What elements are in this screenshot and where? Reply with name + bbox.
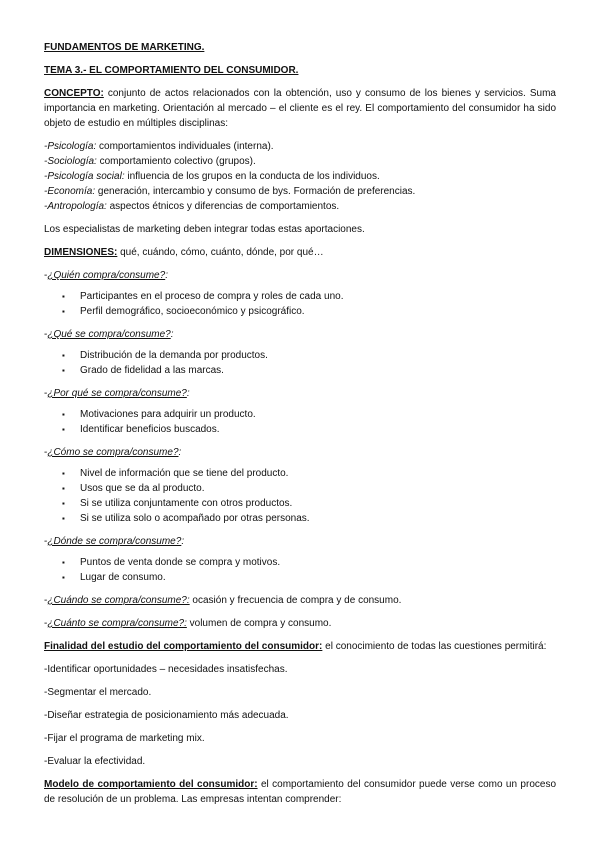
question-text: volumen de compra y consumo. xyxy=(186,618,332,629)
goal-item: -Identificar oportunidades – necesidades insatisfechas. xyxy=(44,664,288,675)
question-list xyxy=(44,348,556,378)
discipline-item xyxy=(44,154,556,169)
discipline-name: -Psicología: xyxy=(44,141,97,152)
list-item: ▪ Lugar de consumo. xyxy=(44,570,556,585)
question-list xyxy=(44,466,556,526)
question-list xyxy=(44,289,556,319)
specialists-text: Los especialistas de marketing deben integrar todas estas aportaciones. xyxy=(44,224,365,235)
question-suffix: : xyxy=(186,388,190,399)
discipline-item xyxy=(44,184,556,199)
question-prefix: - xyxy=(44,595,48,606)
question-heading xyxy=(44,534,556,549)
concepto-label: CONCEPTO: xyxy=(44,88,104,99)
question-prefix: - xyxy=(44,536,48,547)
question-prefix: - xyxy=(44,447,48,458)
question-inline xyxy=(44,616,556,631)
discipline-item xyxy=(44,139,556,154)
question-prefix: - xyxy=(44,618,48,629)
list-item: ▪ Si se utiliza solo o acompañado por otras personas. xyxy=(44,511,556,526)
list-item: ▪ Identificar beneficios buscados. xyxy=(44,422,556,437)
finalidad-label: Finalidad del estudio del comportamiento del consumidor: xyxy=(44,641,323,652)
document-title: FUNDAMENTOS DE MARKETING. xyxy=(44,42,205,53)
list-item: ▪ Si se utiliza conjuntamente con otros productos. xyxy=(44,496,556,511)
question-heading xyxy=(44,327,556,342)
question-label: ¿Cuándo se compra/consume?: xyxy=(47,595,190,606)
discipline-name: -Psicología social: xyxy=(44,171,125,182)
question-text: ocasión y frecuencia de compra y de consumo. xyxy=(189,595,402,606)
goal-item: -Segmentar el mercado. xyxy=(44,687,152,698)
discipline-desc: comportamiento colectivo (grupos). xyxy=(96,156,256,167)
question-suffix: : xyxy=(170,329,174,340)
question-inline xyxy=(44,593,556,608)
discipline-desc: influencia de los grupos en la conducta de los individuos. xyxy=(124,171,380,182)
question-prefix: - xyxy=(44,388,48,399)
discipline-desc: generación, intercambio y consumo de bys. Formación de preferencias. xyxy=(95,186,416,197)
question-heading xyxy=(44,268,556,283)
question-label: ¿Cuánto se compra/consume?: xyxy=(47,618,187,629)
modelo-label: Modelo de comportamiento del consumidor: xyxy=(44,779,258,790)
question-list xyxy=(44,407,556,437)
dimensiones-label: DIMENSIONES: xyxy=(44,247,118,258)
discipline-item xyxy=(44,169,556,184)
list-item: ▪ Grado de fidelidad a las marcas. xyxy=(44,363,556,378)
discipline-desc: aspectos étnicos y diferencias de comportamientos. xyxy=(106,201,340,212)
modelo-text: el comportamiento del consumidor puede verse como un proceso de resolución de un problema. Las empresas intentan comprender: xyxy=(44,779,557,805)
goal-item: -Diseñar estrategia de posicionamiento más adecuada. xyxy=(44,710,289,721)
dimensiones-text: qué, cuándo, cómo, cuánto, dónde, por qué… xyxy=(117,247,324,258)
finalidad-text: el conocimiento de todas las cuestiones permitirá: xyxy=(322,641,547,652)
question-suffix: : xyxy=(165,270,168,281)
document-page xyxy=(44,40,556,807)
goal-item: -Fijar el programa de marketing mix. xyxy=(44,733,205,744)
concepto-text: conjunto de actos relacionados con la obtención, uso y consumo de los bienes y servicios. Suma importancia en marketing. Orientación al mercado – el cliente es el rey. El comportamiento del consumidor ha sido objeto de estudio en múltiples disciplinas: xyxy=(44,88,556,129)
list-item: ▪ Participantes en el proceso de compra y roles de cada uno. xyxy=(44,289,556,304)
question-prefix: - xyxy=(44,270,48,281)
discipline-item xyxy=(44,199,556,214)
question-suffix: : xyxy=(178,447,182,458)
question-prefix: - xyxy=(44,329,48,340)
question-suffix: : xyxy=(181,536,185,547)
question-label: ¿Dónde se compra/consume? xyxy=(47,536,182,547)
discipline-name: -Economía: xyxy=(44,186,96,197)
discipline-name: -Antropología: xyxy=(44,201,107,212)
dimensiones-paragraph xyxy=(44,245,556,260)
question-list xyxy=(44,555,556,585)
list-item: ▪ Perfil demográfico, socioeconómico y psicográfico. xyxy=(44,304,556,319)
question-label: ¿Por qué se compra/consume? xyxy=(47,388,187,399)
concepto-paragraph xyxy=(44,86,556,131)
goal-item: -Evaluar la efectividad. xyxy=(44,756,146,767)
topic-heading: TEMA 3.- EL COMPORTAMIENTO DEL CONSUMIDOR. xyxy=(44,65,299,76)
question-heading xyxy=(44,386,556,401)
list-item: ▪ Usos que se da al producto. xyxy=(44,481,556,496)
list-item: ▪ Distribución de la demanda por productos. xyxy=(44,348,556,363)
question-label: ¿Cómo se compra/consume? xyxy=(47,447,179,458)
list-item: ▪ Puntos de venta donde se compra y motivos. xyxy=(44,555,556,570)
disciplines-list xyxy=(44,139,556,214)
list-item: ▪ Nivel de información que se tiene del producto. xyxy=(44,466,556,481)
modelo-paragraph xyxy=(44,777,556,807)
discipline-name: -Sociología: xyxy=(44,156,97,167)
question-heading xyxy=(44,445,556,460)
discipline-desc: comportamientos individuales (interna). xyxy=(96,141,274,152)
list-item: ▪ Motivaciones para adquirir un producto. xyxy=(44,407,556,422)
question-label: ¿Quién compra/consume? xyxy=(47,270,166,281)
finalidad-paragraph xyxy=(44,639,556,654)
question-label: ¿Qué se compra/consume? xyxy=(47,329,171,340)
